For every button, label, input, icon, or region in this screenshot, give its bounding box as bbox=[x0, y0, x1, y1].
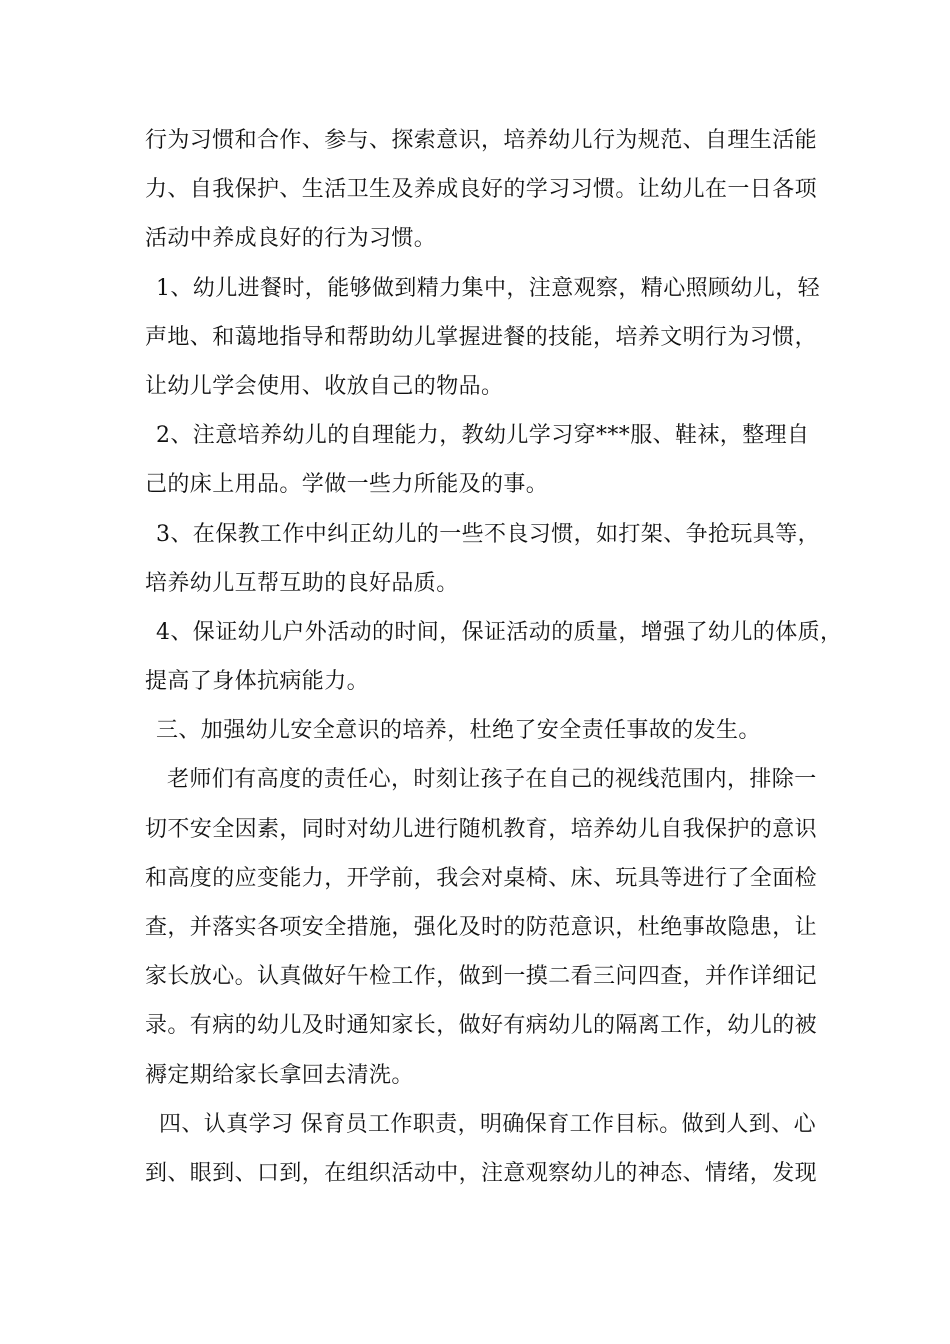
section-heading-3: 三、加强幼儿安全意识的培养，杜绝了安全责任事故的发生。 bbox=[156, 718, 761, 744]
text-line: 切不安全因素，同时对幼儿进行随机教育，培养幼儿自我保护的意识 bbox=[145, 816, 818, 842]
text-line: 和高度的应变能力，开学前，我会对桌椅、床、玩具等进行了全面检 bbox=[145, 865, 818, 891]
text-line: 到、眼到、口到，在组织活动中，注意观察幼儿的神态、情绪，发现 bbox=[145, 1160, 818, 1186]
list-item-2: 2、注意培养幼儿的自理能力，教幼儿学习穿***服、鞋袜，整理自 bbox=[156, 423, 810, 449]
text-line: 录。有病的幼儿及时通知家长，做好有病幼儿的隔离工作，幼儿的被 bbox=[145, 1013, 818, 1039]
list-item-3: 3、在保教工作中纠正幼儿的一些不良习惯，如打架、争抢玩具等， bbox=[156, 521, 820, 547]
text-line: 查，并落实各项安全措施，强化及时的防范意识，杜绝事故隐患，让 bbox=[145, 915, 818, 940]
text-line: 提高了身体抗病能力。 bbox=[145, 669, 370, 695]
list-item-4: 4、保证幼儿户外活动的时间，保证活动的质量，增强了幼儿的体质， bbox=[156, 619, 843, 645]
text-line: 让幼儿学会使用、收放自己的物品。 bbox=[145, 373, 504, 399]
text-line: 声地、和蔼地指导和帮助幼儿掌握进餐的技能，培养文明行为习惯， bbox=[145, 324, 818, 350]
text-line: 力、自我保护、生活卫生及养成良好的学习习惯。让幼儿在一日各项 bbox=[145, 177, 818, 203]
paragraph-start: 老师们有高度的责任心，时刻让孩子在自己的视线范围内，排除一 bbox=[167, 767, 817, 793]
text-line: 家长放心。认真做好午检工作，做到一摸二看三问四查，并作详细记 bbox=[145, 964, 818, 990]
text-line: 活动中养成良好的行为习惯。 bbox=[145, 226, 437, 252]
section-heading-4: 四、认真学习 保育员工作职责，明确保育工作目标。做到人到、心 bbox=[159, 1111, 816, 1137]
text-line: 培养幼儿互帮互助的良好品质。 bbox=[145, 570, 459, 596]
text-line: 褥定期给家长拿回去清洗。 bbox=[145, 1062, 414, 1088]
text-line: 行为习惯和合作、参与、探索意识，培养幼儿行为规范、自理生活能 bbox=[145, 128, 818, 153]
document-body bbox=[145, 116, 843, 1198]
text-line: 己的床上用品。学做一些力所能及的事。 bbox=[145, 472, 549, 498]
list-item-1: 1、幼儿进餐时，能够做到精力集中，注意观察，精心照顾幼儿，轻 bbox=[156, 275, 820, 301]
